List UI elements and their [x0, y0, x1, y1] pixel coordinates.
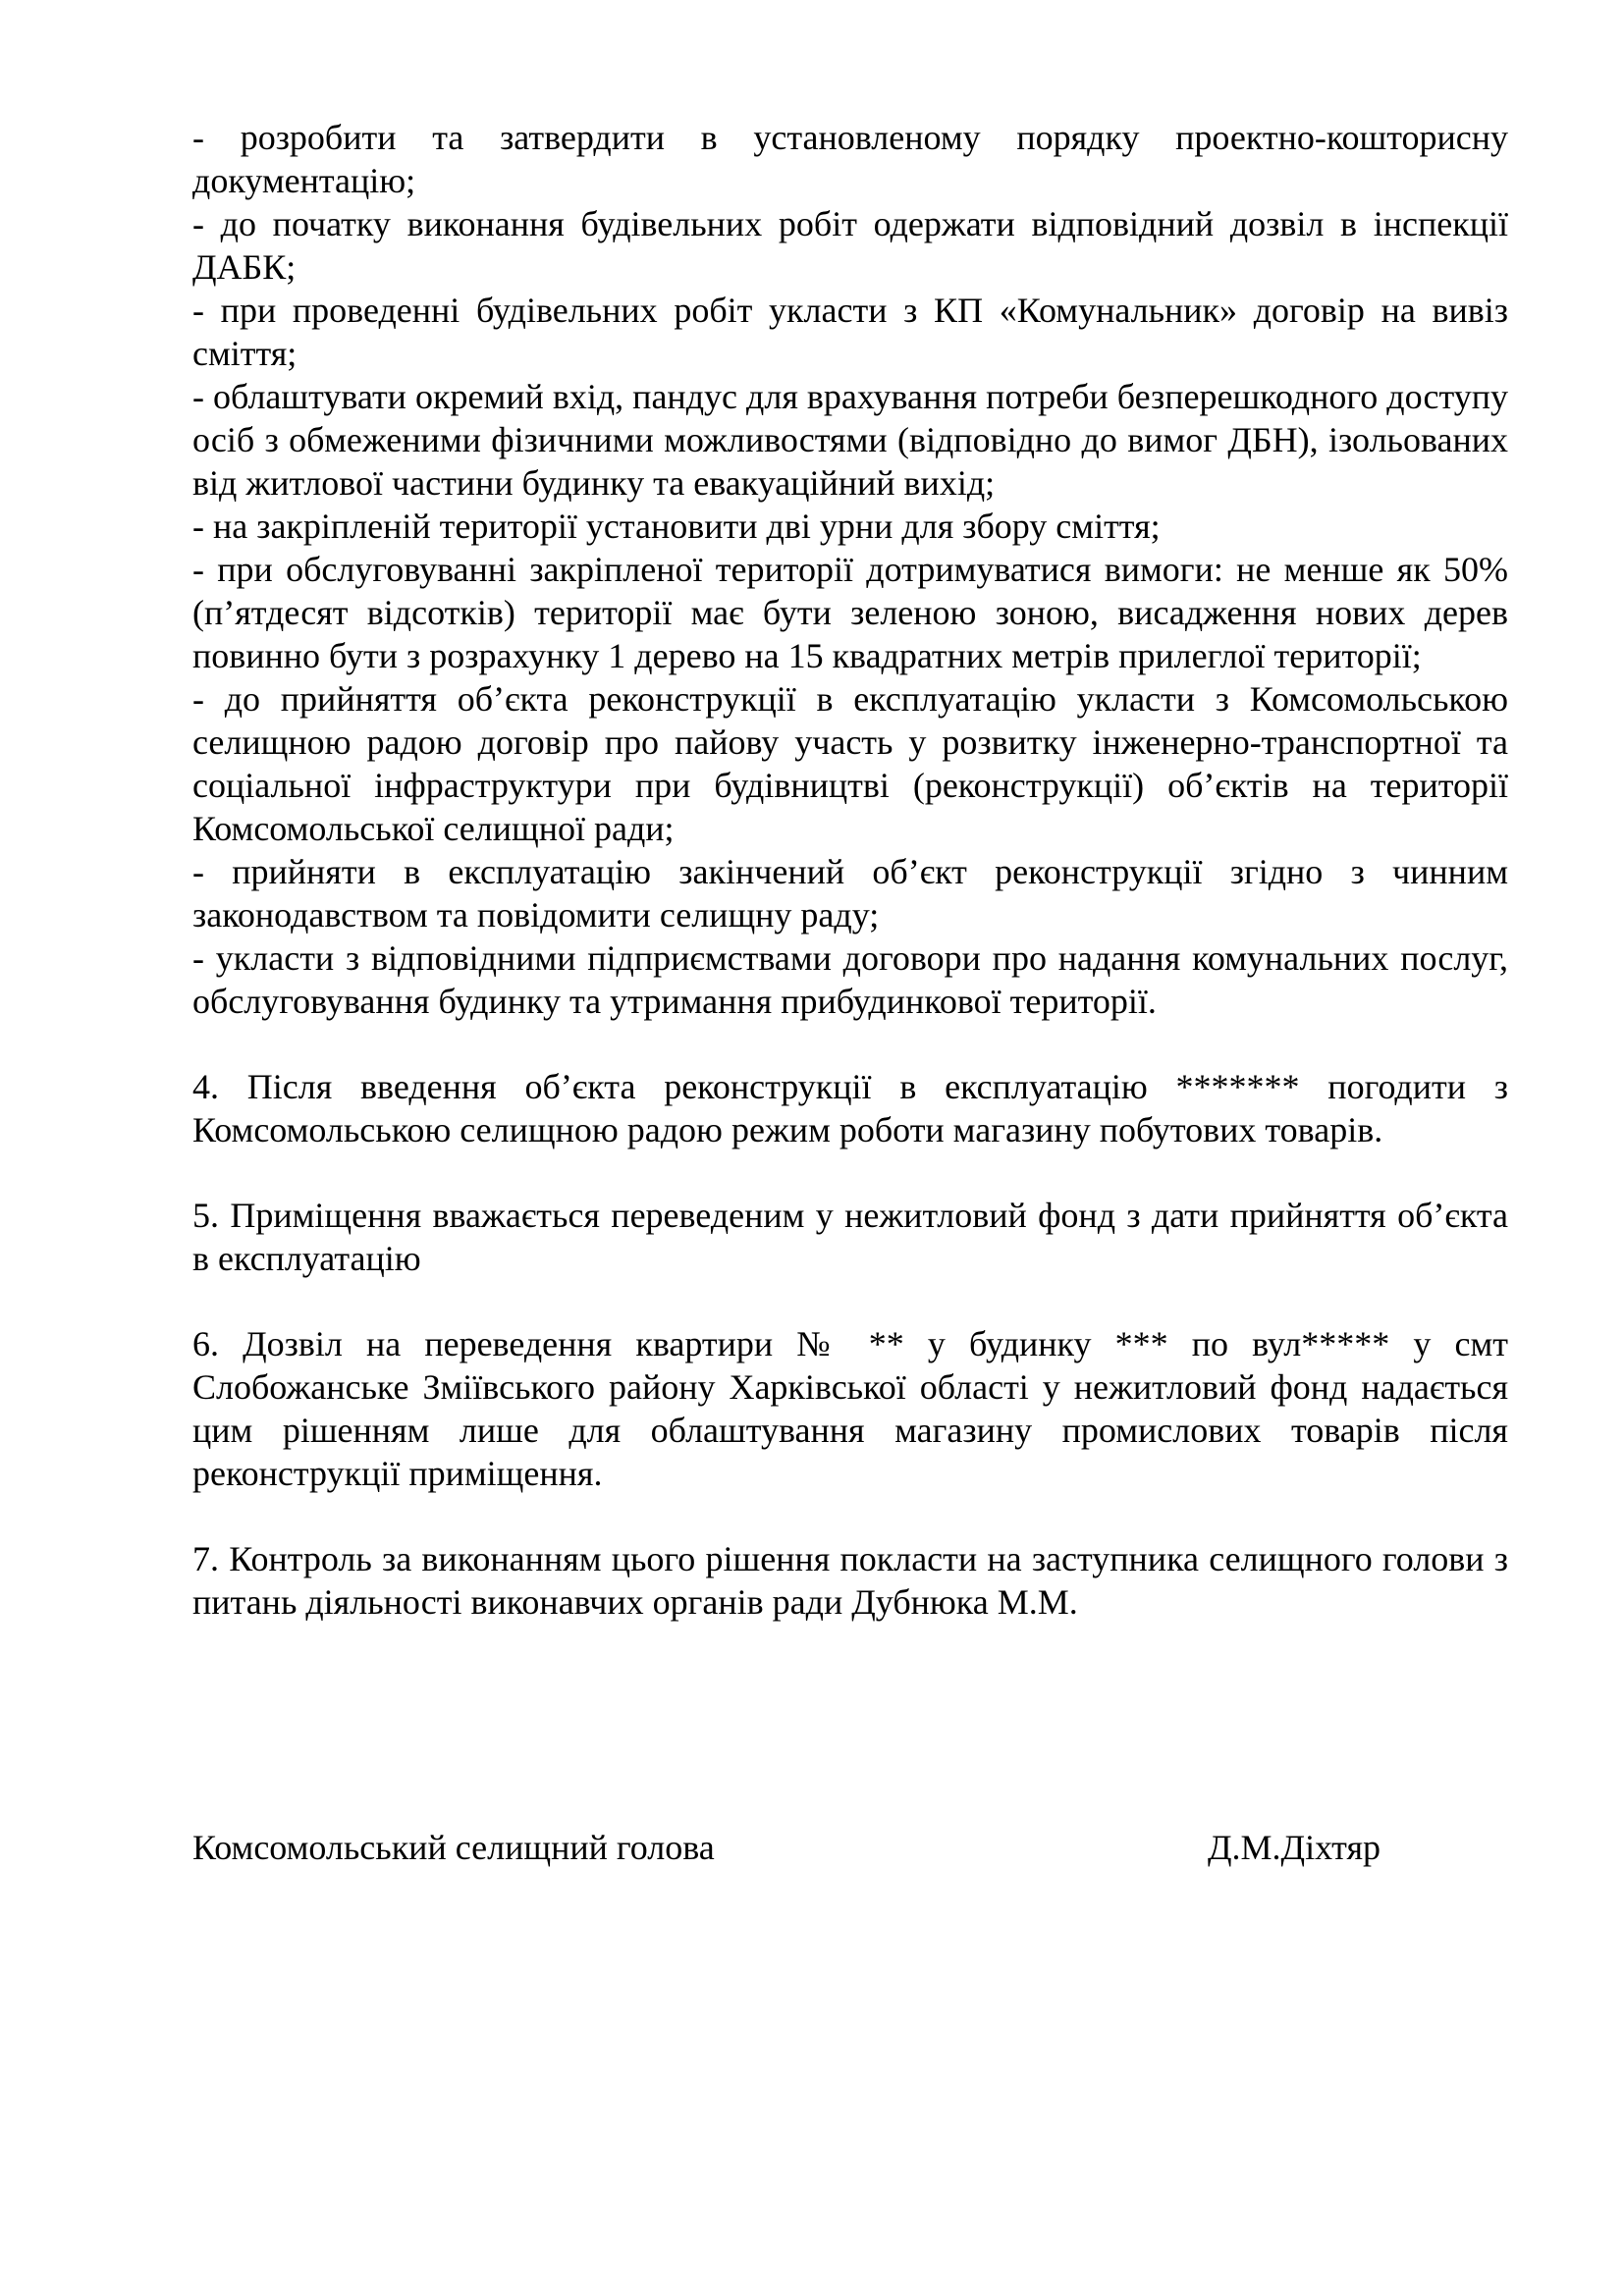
clause-5: 5. Приміщення вважається переведеним у нежитловий фонд з дати прийняття об’єкта в експлуатацію: [192, 1196, 1508, 1278]
list-item: - укласти з відповідними підприємствами договори про надання комунальних послуг, обслуговування будинку та утримання прибудинкової території.: [192, 938, 1508, 1021]
list-item: - до початку виконання будівельних робіт одержати відповідний дозвіл в інспекції ДАБК;: [192, 204, 1508, 287]
list-item: - розробити та затвердити в установленому порядку проектно-кошторисну документацію;: [192, 118, 1508, 200]
paragraph-gap: [192, 1280, 1508, 1322]
clause-6: 6. Дозвіл на переведення квартири № ** у будинку *** по вул***** у смт Слобожанське Зміївського району Харківської області у нежитловий фонд надається цим рішенням лише для облаштування магазину промислових товарів після реконструкції приміщення.: [192, 1324, 1508, 1493]
clause-7: 7. Контроль за виконанням цього рішення покласти на заступника селищного голови з питань діяльності виконавчих органів ради Дубнюка М.М.: [192, 1539, 1508, 1622]
document-body: [192, 116, 1508, 1624]
signatory-title: Комсомольський селищний голова: [192, 1828, 715, 1867]
list-item: - при проведенні будівельних робіт укласти з КП «Комунальник» договір на вивіз сміття;: [192, 291, 1508, 373]
list-item: - прийняти в експлуатацію закінчений об’єкт реконструкції згідно з чинним законодавством та повідомити селищну раду;: [192, 852, 1508, 934]
list-item: - при обслуговуванні закріпленої території дотримуватися вимоги: не менше як 50% (п’ятдесят відсотків) території має бути зеленою зоною, висадження нових дерев повинно бути з розрахунку 1 дерево на 15 квадратних метрів прилеглої території;: [192, 550, 1508, 675]
list-item: - облаштувати окремий вхід, пандус для врахування потреби безперешкодного доступу осіб з обмеженими фізичними можливостями (відповідно до вимог ДБН), ізольованих від житлової частини будинку та евакуаційний вихід;: [192, 377, 1508, 503]
paragraph-gap: [192, 1023, 1508, 1065]
clause-4: 4. Після введення об’єкта реконструкції в експлуатацію ******* погодити з Комсомольською селищною радою режим роботи магазину побутових товарів.: [192, 1067, 1508, 1149]
signatory-name: Д.М.Діхтяр: [1207, 1828, 1380, 1867]
paragraph-gap: [192, 1151, 1508, 1194]
paragraph-gap: [192, 1495, 1508, 1537]
list-item: - на закріпленій території установити дві урни для збору сміття;: [192, 507, 1161, 546]
list-item: - до прийняття об’єкта реконструкції в експлуатацію укласти з Комсомольською селищною радою договір про пайову участь у розвитку інженерно-транспортної та соціальної інфраструктури при будівництві (реконструкції) об’єктів на території Комсомольської селищної ради;: [192, 679, 1508, 848]
